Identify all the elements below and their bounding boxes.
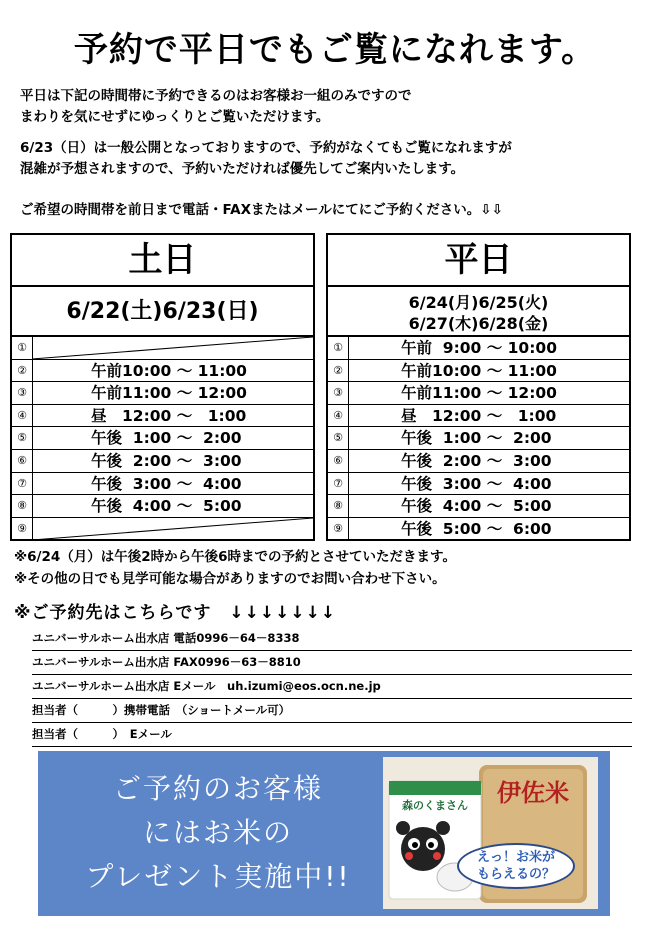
contact-fax: ユニバーサルホーム出水店 FAX0996－63－8810 [32,652,632,675]
slot-time: 午前11:00 ～ 12:00 [401,384,557,403]
contact-heading: ※ご予約先はこちらです ↓↓↓↓↓↓↓ [14,603,337,623]
slot-number: ② [328,360,349,382]
banner-line: ご予約のお客様 [112,772,323,805]
rice-bags-photo [383,757,598,909]
intro-line: まわりを気にせずにゆっくりとご覧いただけます。 [20,109,330,125]
weekday-dates-line: 6/27(木)6/28(金) [408,314,549,333]
slot-time: 午後 3:00 ～ 4:00 [91,474,242,493]
intro-line: 混雑が予想されますので、予約いただければ優先してご案内いたします。 [20,161,465,177]
slot-time: 昼 12:00 ～ 1:00 [401,406,557,425]
slot-number: ① [12,337,33,359]
slot-time: 午後 3:00 ～ 4:00 [401,474,552,493]
slot-time: 午後 2:00 ～ 3:00 [401,451,552,470]
slot-number: ③ [328,382,349,404]
slot-number: ⑦ [328,473,349,495]
weekend-slot-list [12,337,313,540]
time-slot-row[interactable] [12,450,313,473]
slot-time: 午後 1:00 ～ 2:00 [401,429,552,448]
time-slot-row[interactable] [12,473,313,496]
slot-number: ⑧ [328,495,349,517]
slot-time: 午後 1:00 ～ 2:00 [91,429,242,448]
time-slot-row[interactable] [328,382,629,405]
banner-line: にはお米の [142,816,293,849]
contact-email: ユニバーサルホーム出水店 Eメール uh.izumi@eos.ocn.ne.jp [32,676,632,699]
weekday-heading: 平日 [328,235,629,287]
staff-mobile: 担当者（ ）携帯電話 （ショートメール可） [32,700,632,723]
slot-time: 午前11:00 ～ 12:00 [91,384,247,403]
time-slot-row[interactable] [328,450,629,473]
rice-label: 伊佐米 [497,779,569,807]
weekend-schedule-panel [10,233,315,541]
slot-number: ⑨ [328,518,349,541]
slot-number: ④ [328,405,349,427]
bubble-line: えっ！お米が [476,850,555,865]
slot-time: 午前10:00 ～ 11:00 [401,361,557,380]
slot-number: ⑤ [12,427,33,449]
slot-number: ⑧ [12,495,33,517]
time-slot-row[interactable] [328,427,629,450]
slot-time: 午後 2:00 ～ 3:00 [91,451,242,470]
intro-paragraph-1 [20,86,412,128]
rice-label: 森のくまさん [402,799,468,812]
slot-number: ② [12,360,33,382]
slot-time: 午前10:00 ～ 11:00 [91,361,247,380]
time-slot-row[interactable] [328,473,629,496]
slot-number: ⑥ [328,450,349,472]
rice-present-banner [38,751,610,916]
slot-time [33,518,313,541]
time-slot-row[interactable] [12,360,313,383]
time-slot-row[interactable] [12,495,313,518]
banner-line: プレゼント実施中!! [85,860,351,893]
time-slot-row[interactable] [12,337,313,360]
page-title: 予約で平日でもご覧になれます。 [73,30,597,70]
slot-time: 午前 9:00 ～ 10:00 [401,339,557,357]
slot-number: ④ [12,405,33,427]
slot-time: 昼 12:00 ～ 1:00 [91,406,247,425]
reservation-instruction: ご希望の時間帯を前日まで電話・FAXまたはメールにてにご予約ください。⇩⇩ [20,202,503,218]
staff-email: 担当者（ ） Eメール [32,724,632,747]
slot-number: ⑦ [12,473,33,495]
weekend-heading: 土日 [12,235,313,287]
slot-number: ⑥ [12,450,33,472]
slot-number: ⑤ [328,427,349,449]
time-slot-row[interactable] [328,405,629,428]
slot-number: ⑨ [12,518,33,541]
speech-bubble [457,843,575,889]
slot-time: 午後 4:00 ～ 5:00 [91,497,242,516]
time-slot-row[interactable] [12,427,313,450]
slot-time [33,337,313,359]
slot-number: ① [328,337,349,359]
weekend-dates: 6/22(土)6/23(日) [12,287,313,337]
weekday-slot-list [328,337,629,540]
time-slot-row[interactable] [12,382,313,405]
slot-number: ③ [12,382,33,404]
contact-phone: ユニバーサルホーム出水店 電話0996－64－8338 [32,628,632,651]
intro-paragraph-2 [20,138,512,180]
time-slot-row[interactable] [12,518,313,541]
time-slot-row[interactable] [12,405,313,428]
weekday-schedule-panel [326,233,631,541]
bubble-line: もらえるの？ [476,867,555,882]
intro-line: 6/23（日）は一般公開となっておりますので、予約がなくてもご覧になれますが [20,140,512,156]
time-slot-row[interactable] [328,360,629,383]
schedule-note: ※6/24（月）は午後2時から午後6時までの予約とさせていただきます。 [14,549,456,565]
slot-time: 午後 5:00 ～ 6:00 [401,519,552,538]
time-slot-row[interactable] [328,337,629,360]
intro-line: 平日は下記の時間帯に予約できるのはお客様お一組のみですので [20,88,412,104]
banner-text [68,767,368,899]
schedule-note: ※その他の日でも見学可能な場合がありますのでお問い合わせ下さい。 [14,571,446,587]
weekday-dates [328,287,629,337]
weekday-dates-line: 6/24(月)6/25(火) [408,293,549,312]
time-slot-row[interactable] [328,518,629,541]
time-slot-row[interactable] [328,495,629,518]
slot-time: 午後 4:00 ～ 5:00 [401,497,552,516]
